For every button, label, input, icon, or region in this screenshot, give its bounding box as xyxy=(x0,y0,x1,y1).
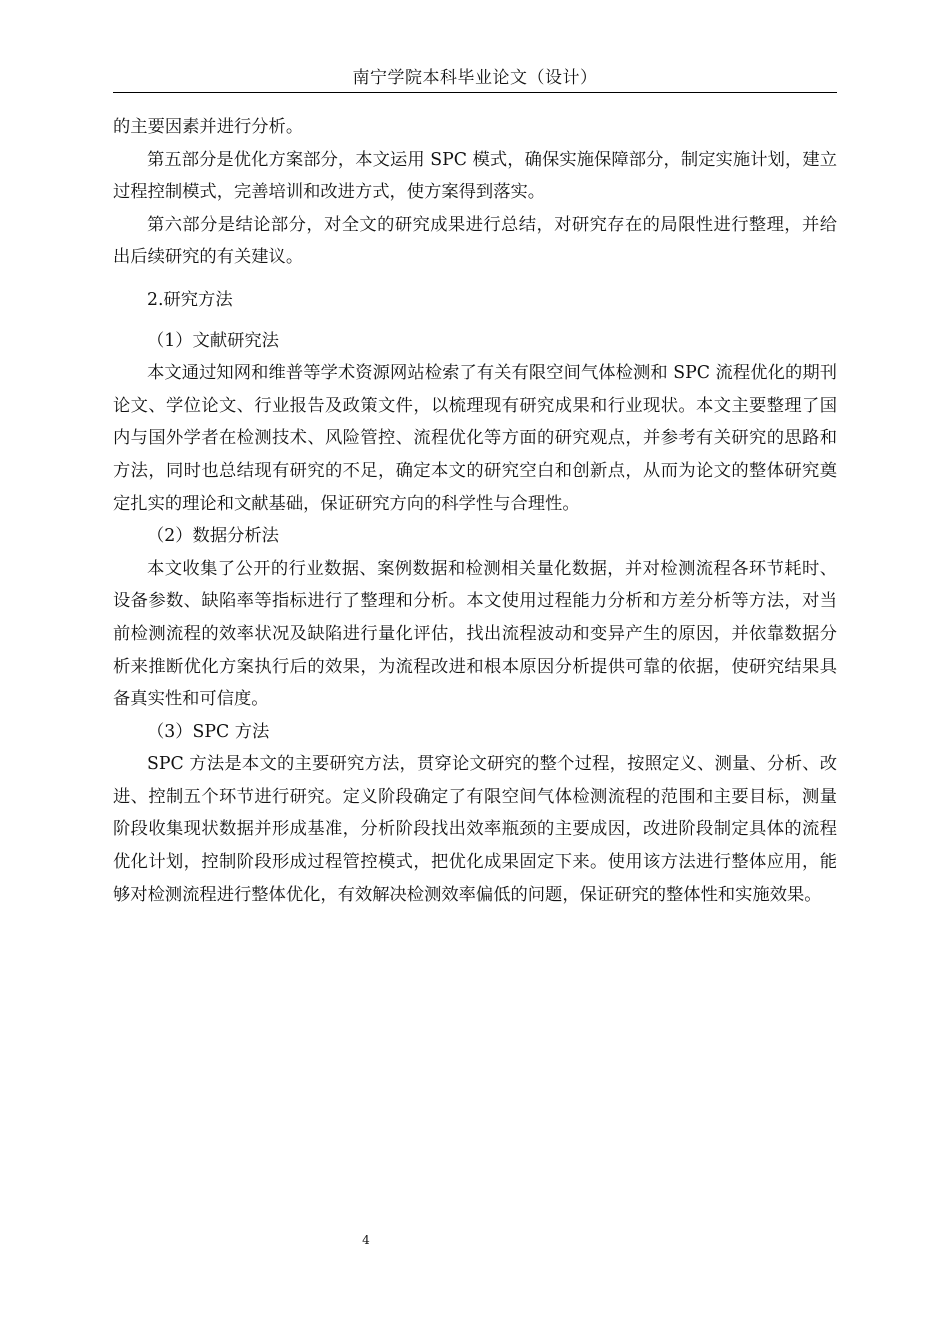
method-heading-data-analysis: （2）数据分析法 xyxy=(147,526,279,547)
paragraph-part-six: 第六部分是结论部分，对全文的研究成果进行总结，对研究存在的局限性进行整理，并给出后续研究的有关建议。 xyxy=(113,214,837,268)
method-heading-literature: （1）文献研究法 xyxy=(147,330,279,351)
page-header xyxy=(113,66,837,93)
paragraph-part-five: 第五部分是优化方案部分，本文运用 SPC 模式，确保实施保障部分，制定实施计划，建立过程控制模式，完善培训和改进方式，使方案得到落实。 xyxy=(113,149,837,203)
method-heading-spc: （3）SPC 方法 xyxy=(147,721,270,742)
method-text-spc: SPC 方法是本文的主要研究方法，贯穿论文研究的整个过程，按照定义、测量、分析、改进、控制五个环节进行研究。定义阶段确定了有限空间气体检测流程的范围和主要目标，测量阶段收集现状数据并形成基准，分析阶段找出效率瓶颈的主要成因，改进阶段制定具体的流程优化计划，控制阶段形成过程管控模式，把优化成果固定下来。使用该方法进行整体应用，能够对检测流程进行整体优化，有效解决检测效率偏低的问题，保证研究的整体性和实施效果。 xyxy=(113,754,837,905)
method-text-data-analysis: 本文收集了公开的行业数据、案例数据和检测相关量化数据，并对检测流程各环节耗时、设备参数、缺陷率等指标进行了整理和分析。本文使用过程能力分析和方差分析等方法，对当前检测流程的效率状况及缺陷进行量化评估，找出流程波动和变异产生的原因，并依靠数据分析来推断优化方案执行后的效果，为流程改进和根本原因分析提供可靠的依据，使研究结果具备真实性和可信度。 xyxy=(113,558,837,710)
method-text-literature: 本文通过知网和维普等学术资源网站检索了有关有限空间气体检测和 SPC 流程优化的期刊论文、学位论文、行业报告及政策文件，以梳理现有研究成果和行业现状。本文主要整理了国内与国外学者在检测技术、风险管控、流程优化等方面的研究观点，并参考有关研究的思路和方法，同时也总结现有研究的不足，确定本文的研究空白和创新点，从而为论文的整体研究奠定扎实的理论和文献基础，保证研究方向的科学性与合理性。 xyxy=(113,363,837,514)
section-heading-research-methods: 2.研究方法 xyxy=(147,289,233,310)
page-number: 4 xyxy=(362,1233,370,1247)
document-body xyxy=(113,111,837,911)
header-title: 南宁学院本科毕业论文（设计） xyxy=(352,68,598,88)
paragraph-continued: 的主要因素并进行分析。 xyxy=(113,117,304,137)
